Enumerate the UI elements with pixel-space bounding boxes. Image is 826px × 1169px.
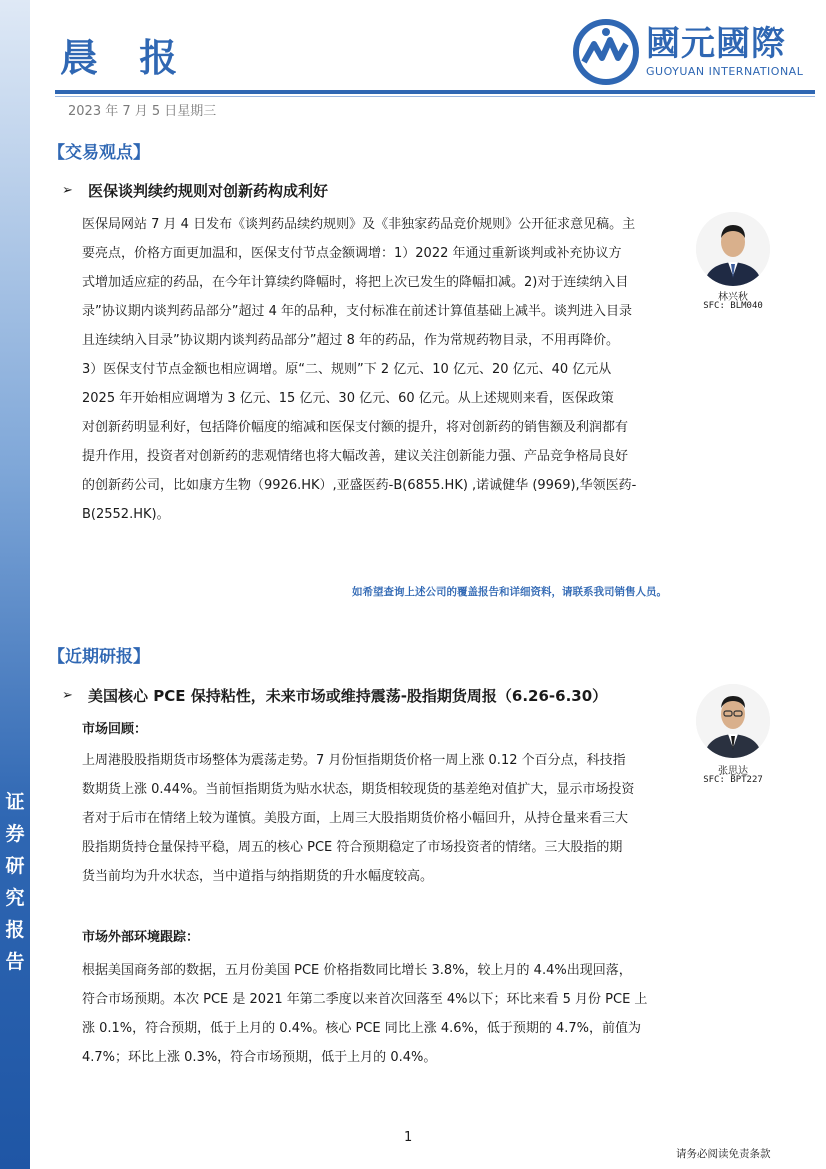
text-line: 式增加适应症的药品，在今年计算续约降幅时，将把上次已发生的降幅扣减。2)对于连续纳入目 [82,275,629,290]
text-line: B(2552.HK)。 [82,507,170,522]
title-divider [55,90,815,94]
sidebar-band [0,0,30,1169]
text-line: 货当前均为升水状态，当中道指与纳指期货的升水幅度较高。 [82,869,434,884]
logo-text-en: GUOYUAN INTERNATIONAL [646,65,804,78]
sidebar-char: 告 [5,951,25,973]
text-line: 3）医保支付节点金额也相应调增。原“二、规则”下 2 亿元、10 亿元、20 亿元、40 亿元从 [82,362,612,377]
sidebar-char: 研 [5,855,25,877]
text-line: 涨 0.1%，符合预期，低于上月的 0.4%。核心 PCE 同比上涨 4.6%，低于预期的 4.7%，前值为 [82,1021,642,1036]
company-logo [572,18,812,88]
section-heading-recent-reports: 【近期研报】 [48,647,150,667]
logo-text-cn: 國元國際 [646,24,786,64]
sales-contact-note: 如希望查询上述公司的覆盖报告和详细资料，请联系我司销售人员。 [352,586,667,598]
article-body [82,956,674,1072]
page-title: 晨 报 [60,35,192,80]
article-body [82,746,674,891]
article-body [82,210,672,529]
text-line: 股指期货持仓量保持平稳，周五的核心 PCE 符合预期稳定了市场投资者的情绪。三大股指的期 [82,840,623,855]
sidebar-char: 报 [5,919,25,941]
text-line: 符合市场预期。本次 PCE 是 2021 年第二季度以来首次回落至 4%以下；环比来看 5 月份 PCE 上 [82,992,648,1007]
analyst-sfc: SFC: BPT227 [703,775,763,785]
person-icon [696,212,770,286]
text-line: 2025 年开始相应调增为 3 亿元、15 亿元、30 亿元、60 亿元。从上述规则来看，医保政策 [82,391,614,406]
text-line: 且连续纳入目录”协议期内谈判药品部分”超过 8 年的药品，作为常规药物目录，不用再降价。 [82,333,620,348]
text-line: 提升作用，投资者对创新药的悲观情绪也将大幅改善，建议关注创新能力强、产品竞争格局良好 [82,449,629,464]
section-heading-trading-view: 【交易观点】 [48,143,150,163]
disclaimer-link[interactable]: 请务必阅读免责条款 [676,1148,771,1160]
text-line: 根据美国商务部的数据，五月份美国 PCE 价格指数同比增长 3.8%，较上月的 4.4%出现回落， [82,963,632,978]
bullet-arrow-icon: ➢ [62,183,73,198]
text-line: 要亮点，价格方面更加温和，医保支付节点金额调增：1）2022 年通过重新谈判或补充协议方 [82,246,622,261]
analyst-name: 张思达 [718,766,748,777]
report-date: 2023 年 7 月 5 日星期三 [68,104,217,119]
subhead-external-environment: 市场外部环境跟踪： [82,930,200,945]
sidebar-vertical-label [0,790,30,974]
sidebar-char: 证 [5,791,25,813]
sidebar-char: 券 [5,823,25,845]
text-line: 4.7%；环比上涨 0.3%，符合市场预期，低于上月的 0.4%。 [82,1050,437,1065]
page-number: 1 [404,1130,413,1145]
text-line: 上周港股股指期货市场整体为震荡走势。7 月份恒指期货价格一周上涨 0.12 个百分点，科技指 [82,753,626,768]
title-divider-thin [55,96,815,97]
analyst-avatar [696,684,770,758]
analyst-name: 林兴秋 [718,292,748,303]
text-line: 者对于后市在情绪上较为谨慎。美股方面，上周三大股指期货价格小幅回升，从持仓量来看三大 [82,811,629,826]
text-line: 录”协议期内谈判药品部分”超过 4 年的品种，支付标准在前述计算值基础上减半。谈判进入目录 [82,304,633,319]
text-line: 的创新药公司，比如康方生物（9926.HK）,亚盛医药-B(6855.HK) ,诺诚健华 (9969),华领医药- [82,478,637,493]
bullet-arrow-icon: ➢ [62,688,73,703]
analyst-avatar [696,212,770,286]
analyst-sfc: SFC: BLM040 [703,301,763,311]
logo-mark-icon [572,18,640,86]
text-line: 对创新药明显利好，包括降价幅度的缩减和医保支付额的提升，将对创新药的销售额及利润都有 [82,420,629,435]
article-title: 医保谈判续约规则对创新药构成利好 [88,182,329,200]
person-icon [696,684,770,758]
sidebar-char: 究 [5,887,25,909]
text-line: 数期货上涨 0.44%。当前恒指期货为贴水状态，期货相较现货的基差绝对值扩大，显示市场投资 [82,782,635,797]
subhead-market-review: 市场回顾： [82,722,148,737]
text-line: 医保局网站 7 月 4 日发布《谈判药品续约规则》及《非独家药品竞价规则》公开征求意见稿。主 [82,217,636,232]
article-title: 美国核心 PCE 保持粘性，未来市场或维持震荡-股指期货周报（6.26-6.30） [88,687,608,705]
